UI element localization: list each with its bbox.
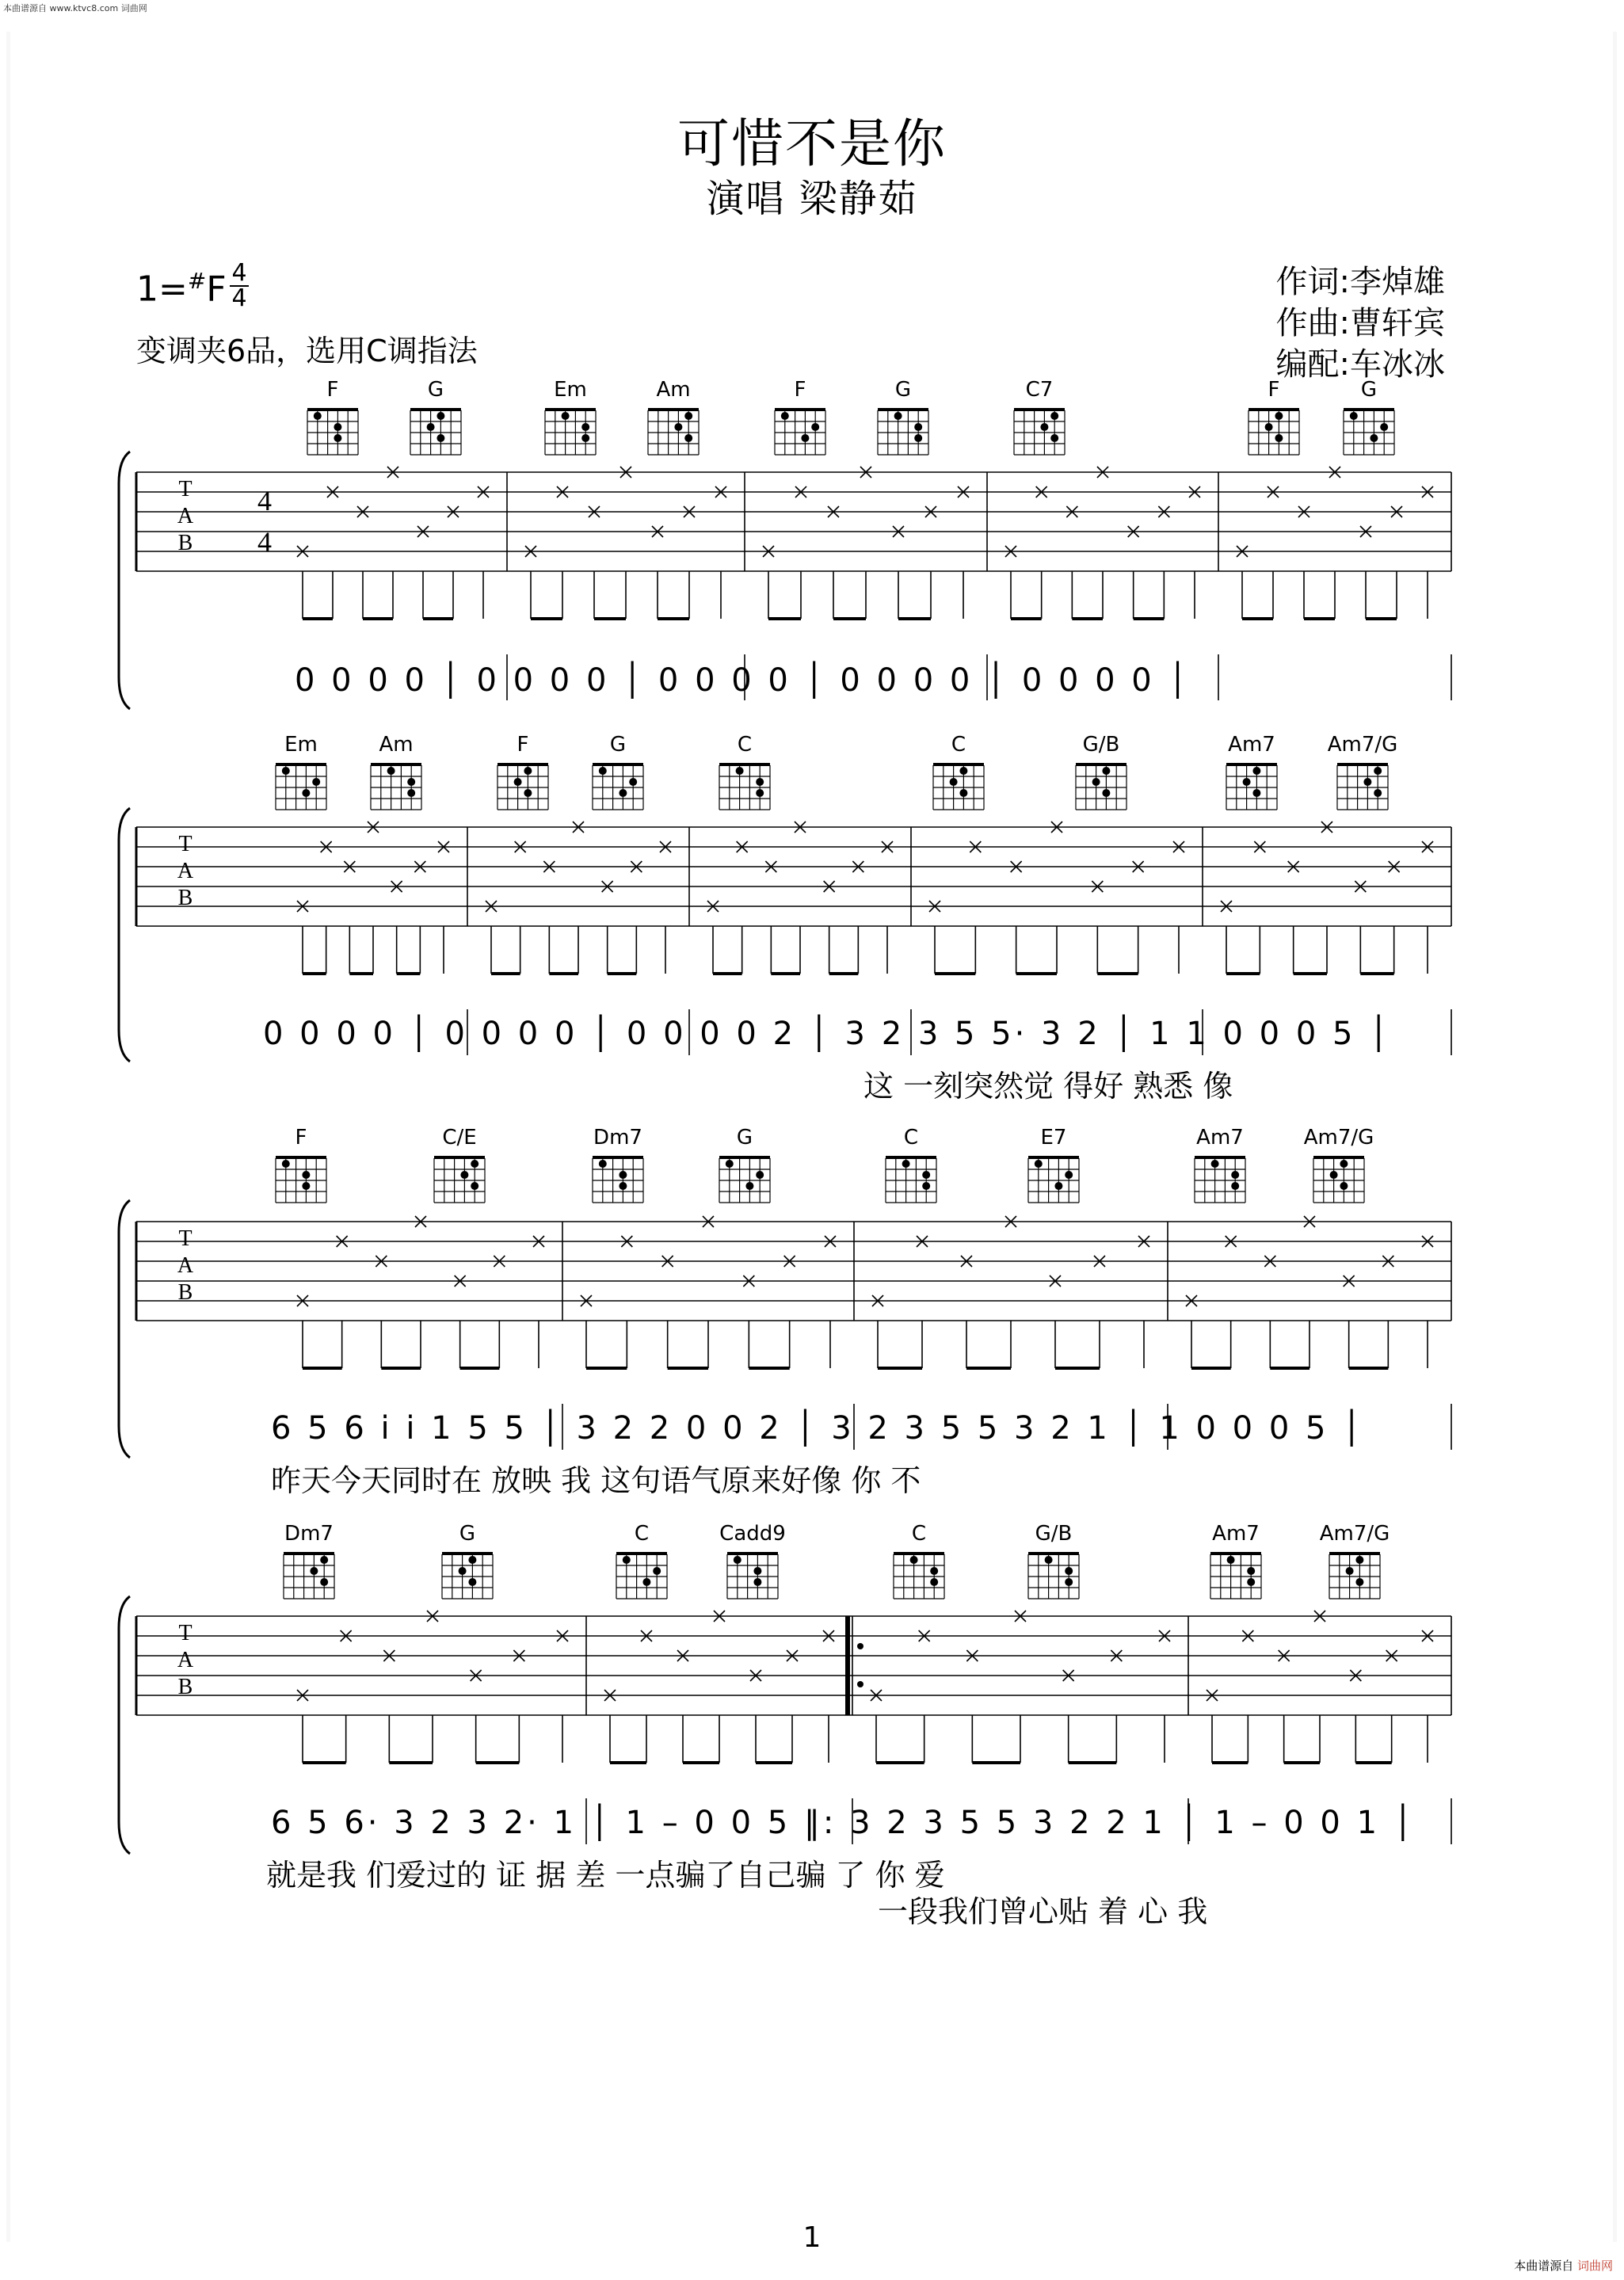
singer-line: 演唱 梁静茹 xyxy=(706,177,918,221)
chord-name: C7 xyxy=(1025,378,1054,402)
chord-name: F xyxy=(295,1126,307,1150)
chord-name: Cadd9 xyxy=(719,1522,786,1546)
tab-letter: A xyxy=(177,1253,194,1278)
chord-grid-icon xyxy=(713,1150,776,1207)
composer: 作曲:曹轩宾 xyxy=(1275,305,1445,341)
capo-note: 变调夹6品，选用C调指法 xyxy=(136,334,478,368)
chord-grid-icon xyxy=(1331,757,1394,814)
chord-grid-icon xyxy=(491,757,555,814)
chord-name: Am7 xyxy=(1228,733,1275,757)
chord-diagram xyxy=(1006,1125,1101,1207)
chord-name: E7 xyxy=(1040,1126,1067,1150)
chord-name: Am xyxy=(379,733,414,757)
chord-name: Am xyxy=(656,378,691,402)
chord-diagram xyxy=(871,1521,966,1603)
chord-diagram xyxy=(697,1125,792,1207)
chord-name: G xyxy=(459,1522,476,1546)
chord-diagram xyxy=(475,732,570,814)
chord-diagram xyxy=(1006,1521,1101,1603)
chord-name: C/E xyxy=(442,1126,477,1150)
chord-diagram xyxy=(388,377,483,459)
chord-diagram xyxy=(705,1521,800,1603)
chord-diagram xyxy=(570,1125,665,1207)
chord-name: G xyxy=(1360,378,1378,402)
chord-diagram xyxy=(626,377,721,459)
chord-grid-icon xyxy=(586,757,650,814)
tab-letter: T xyxy=(178,1621,193,1645)
chord-diagram xyxy=(1204,732,1299,814)
chord-diagram xyxy=(863,1125,959,1207)
chord-diagram xyxy=(1054,732,1149,814)
chord-grid-icon xyxy=(1242,402,1306,459)
lyric-line-2: 这 一刻突然觉 得好 熟悉 像 xyxy=(863,1069,1233,1104)
chord-grid-icon xyxy=(428,1150,491,1207)
chord-diagram xyxy=(753,377,848,459)
chord-name: Am7/G xyxy=(1327,733,1398,757)
chord-grid-icon xyxy=(404,402,467,459)
chord-grid-icon xyxy=(768,402,832,459)
tab-letter: T xyxy=(178,1226,193,1251)
chord-name: F xyxy=(326,378,339,402)
chord-grid-icon xyxy=(871,402,935,459)
chord-grid-icon xyxy=(1008,402,1071,459)
chord-diagram xyxy=(1321,377,1416,459)
chord-name: G xyxy=(427,378,444,402)
chord-name: G xyxy=(894,378,912,402)
chord-grid-icon xyxy=(1022,1546,1085,1603)
lyric-line-4: 就是我 们爱过的 证 据 差 一点骗了自己骗 了 你 爱 xyxy=(266,1858,945,1893)
chord-name: G xyxy=(736,1126,753,1150)
chord-diagram xyxy=(412,1125,507,1207)
chord-diagram xyxy=(1188,1521,1283,1603)
tab-letter: A xyxy=(177,1648,194,1672)
chord-name: C xyxy=(634,1522,650,1546)
tab-time-sig: 4 xyxy=(257,485,272,517)
chord-diagram xyxy=(254,732,349,814)
jianpu-line-1: 0 0 0 0 │ 0 0 0 0 │ 0 0 0 0 │ 0 0 0 0 │ 0 0 0 0 │ xyxy=(295,662,1191,699)
lyric-line-4b: 一段我们曾心贴 着 心 我 xyxy=(878,1894,1208,1929)
chord-name: Am7/G xyxy=(1319,1522,1390,1546)
chord-grid-icon xyxy=(1337,402,1401,459)
jianpu-line-2: 0 0 0 0 │ 0 0 0 0 │ 0 0 0 0 2 │ 3 2 3 5 5· 3 2 │ 1 1 0 0 0 5 │ xyxy=(263,1016,1392,1052)
chord-name: Dm7 xyxy=(284,1522,334,1546)
chord-diagram xyxy=(420,1521,515,1603)
chord-diagram xyxy=(856,377,951,459)
chord-diagram xyxy=(911,732,1006,814)
song-title: 可惜不是你 xyxy=(677,113,947,174)
tab-letter: A xyxy=(177,504,194,528)
chord-diagram xyxy=(1307,1521,1402,1603)
chord-diagram xyxy=(594,1521,689,1603)
lyricist: 作词:李焯雄 xyxy=(1275,264,1445,300)
chord-grid-icon xyxy=(927,757,990,814)
jianpu-line-3: 6 5 6 i i 1 5 5 │ 3 2 2 0 0 2 │ 3 2 3 5 5 3 2 1 │ 1 0 0 0 5 │ xyxy=(271,1410,1365,1447)
tab-letter: B xyxy=(177,886,193,910)
chord-grid-icon xyxy=(364,757,428,814)
chord-grid-icon xyxy=(1022,1150,1085,1207)
time-signature: 4 4 xyxy=(225,261,254,311)
chord-grid-icon xyxy=(721,1546,784,1603)
chord-grid-icon xyxy=(887,1546,951,1603)
chord-diagram xyxy=(261,1521,356,1603)
tab-letter: B xyxy=(177,531,193,555)
arranger: 编配:车冰冰 xyxy=(1275,346,1445,383)
tab-time-sig: 4 xyxy=(257,526,272,558)
chord-name: Em xyxy=(284,733,318,757)
page-number: 1 xyxy=(802,2221,822,2254)
chord-diagram xyxy=(349,732,444,814)
chord-grid-icon xyxy=(269,1150,333,1207)
tab-letter: B xyxy=(177,1675,193,1699)
chord-grid-icon xyxy=(1307,1150,1370,1207)
footer-credit: 本曲谱源自 词曲网 xyxy=(1514,2259,1613,2273)
tab-letter: B xyxy=(177,1280,193,1305)
chord-diagram xyxy=(1172,1125,1268,1207)
chord-diagram xyxy=(254,1125,349,1207)
chord-grid-icon xyxy=(610,1546,673,1603)
chord-grid-icon xyxy=(1220,757,1283,814)
chord-diagram xyxy=(1315,732,1410,814)
chord-grid-icon xyxy=(436,1546,499,1603)
chord-name: F xyxy=(1268,378,1280,402)
chord-name: G/B xyxy=(1035,1522,1073,1546)
chord-diagram xyxy=(285,377,380,459)
chord-name: G/B xyxy=(1082,733,1120,757)
chord-diagram xyxy=(523,377,618,459)
chord-grid-icon xyxy=(269,757,333,814)
chord-grid-icon xyxy=(1188,1150,1252,1207)
chord-grid-icon xyxy=(1069,757,1133,814)
chord-diagram xyxy=(1226,377,1321,459)
jianpu-line-4: 6 5 6· 3 2 3 2· 1 │ 1 – 0 0 5 ‖: 3 2 3 5 5 3 2 2 1 │ 1 – 0 0 1 │ xyxy=(271,1805,1416,1841)
tab-letter: T xyxy=(178,832,193,856)
lyric-line-3: 昨天今天同时在 放映 我 这句语气原来好像 你 不 xyxy=(271,1463,921,1498)
chord-name: C xyxy=(911,1522,927,1546)
chord-name: Am7 xyxy=(1212,1522,1260,1546)
chord-name: C xyxy=(903,1126,919,1150)
chord-grid-icon xyxy=(879,1150,943,1207)
chord-name: Am7 xyxy=(1196,1126,1244,1150)
chord-grid-icon xyxy=(642,402,705,459)
tab-letter: A xyxy=(177,859,194,883)
key-signature: 1=#F xyxy=(136,268,227,310)
chord-name: C xyxy=(951,733,966,757)
chord-name: G xyxy=(609,733,627,757)
chord-grid-icon xyxy=(301,402,364,459)
chord-name: Am7/G xyxy=(1303,1126,1374,1150)
chord-name: F xyxy=(517,733,529,757)
chord-name: Em xyxy=(554,378,587,402)
chord-grid-icon xyxy=(586,1150,650,1207)
chord-grid-icon xyxy=(1323,1546,1386,1603)
chord-diagram xyxy=(992,377,1087,459)
chord-diagram xyxy=(570,732,665,814)
chord-grid-icon xyxy=(277,1546,341,1603)
chord-grid-icon xyxy=(713,757,776,814)
chord-diagram xyxy=(1291,1125,1386,1207)
chord-diagram xyxy=(697,732,792,814)
chord-name: Dm7 xyxy=(593,1126,642,1150)
chord-grid-icon xyxy=(1204,1546,1268,1603)
chord-grid-icon xyxy=(539,402,602,459)
source-note: 本曲谱源自 www.ktvc8.com 词曲网 xyxy=(3,3,147,13)
chord-name: C xyxy=(737,733,753,757)
tab-letter: T xyxy=(178,477,193,501)
chord-name: F xyxy=(794,378,806,402)
